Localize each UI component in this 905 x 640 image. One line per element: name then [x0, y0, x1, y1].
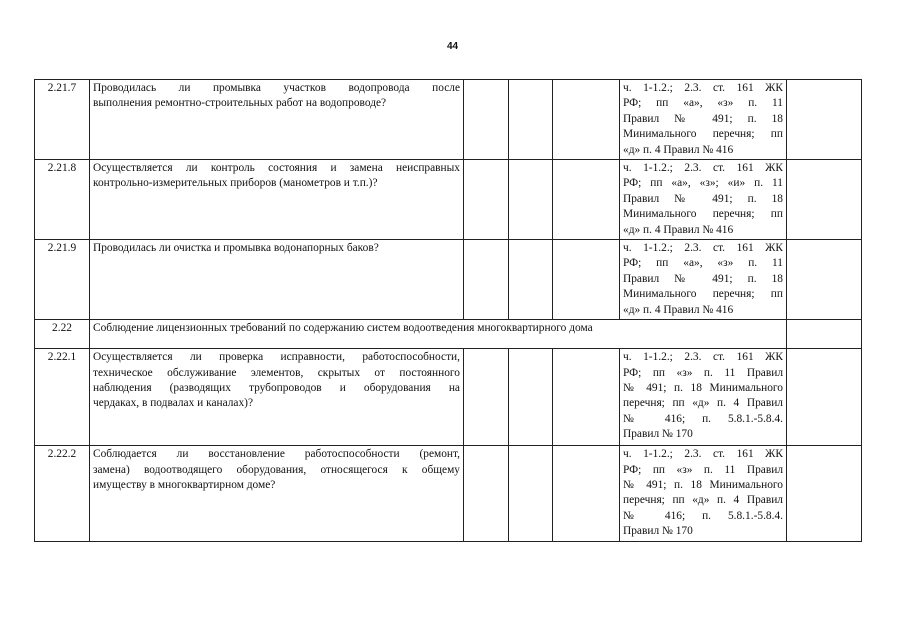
checklist-table [34, 79, 862, 542]
reference-line: перечня; пп «д» п. 4 Правил [623, 494, 783, 507]
reference-line: Правил № 170 [623, 525, 693, 538]
table-row [35, 349, 862, 446]
section-title: Соблюдение лицензионных требований по содержанию систем водоотведения многоквартирного дома [90, 320, 787, 349]
section-row [35, 320, 862, 349]
question-line: выполнения ремонтно-строительных работ на водопроводе? [93, 97, 387, 110]
question-line: Соблюдается ли восстановление работоспособности (ремонт, [93, 448, 460, 461]
table-row [35, 446, 862, 541]
reference-line: Минимального перечня; пп [623, 208, 783, 221]
answer-na-cell[interactable] [553, 240, 620, 320]
reference-line: Правил № 491; п. 18 [623, 192, 783, 205]
question-line: Проводилась ли промывка участков водопровода после [93, 82, 460, 94]
question-cell [90, 446, 464, 541]
question-line: Осуществляется ли контроль состояния и замена неисправных [93, 162, 460, 175]
legal-reference-cell [620, 240, 787, 320]
reference-line: Минимального перечня; пп [623, 288, 783, 301]
row-number: 2.21.9 [35, 240, 90, 320]
row-number: 2.21.8 [35, 160, 90, 240]
notes-cell[interactable] [787, 240, 862, 320]
reference-line: ч. 1-1.2.; 2.3. ст. 161 ЖК [623, 82, 783, 94]
reference-line: «д» п. 4 Правил № 416 [623, 303, 734, 316]
reference-line: «д» п. 4 Правил № 416 [623, 143, 734, 156]
reference-line: ч. 1-1.2.; 2.3. ст. 161 ЖК [623, 448, 783, 461]
question-line: техническое обслуживание элементов, скрытых от постоянного [93, 366, 460, 379]
table-row [35, 240, 862, 320]
reference-line: РФ; пп «з» п. 11 Правил [623, 463, 783, 476]
legal-reference-cell [620, 349, 787, 446]
question-line: контрольно-измерительных приборов (манометров и т.п.)? [93, 177, 378, 190]
row-number: 2.21.7 [35, 80, 90, 160]
reference-line: РФ; пп «а», «з» п. 11 [623, 257, 783, 270]
answer-yes-cell[interactable] [464, 240, 509, 320]
answer-na-cell[interactable] [553, 80, 620, 160]
reference-line: № 491; п. 18 Минимального [623, 381, 783, 394]
answer-no-cell[interactable] [509, 80, 553, 160]
reference-line: «д» п. 4 Правил № 416 [623, 223, 734, 236]
answer-yes-cell[interactable] [464, 349, 509, 446]
reference-line: Правил № 491; п. 18 [623, 112, 783, 125]
question-line: замена) водоотводящего оборудования, относящегося к общему [93, 463, 460, 476]
question-cell [90, 240, 464, 320]
reference-line: Правил № 170 [623, 428, 693, 441]
legal-reference-cell [620, 80, 787, 160]
question-cell [90, 80, 464, 160]
row-number: 2.22.2 [35, 446, 90, 541]
notes-cell[interactable] [787, 320, 862, 349]
reference-line: № 416; п. 5.8.1.-5.8.4. [623, 412, 783, 425]
notes-cell[interactable] [787, 80, 862, 160]
answer-na-cell[interactable] [553, 160, 620, 240]
table-row [35, 80, 862, 160]
answer-no-cell[interactable] [509, 349, 553, 446]
answer-na-cell[interactable] [553, 446, 620, 541]
reference-line: РФ; пп «а», «з»; «и» п. 11 [623, 177, 783, 190]
legal-reference-cell [620, 160, 787, 240]
answer-na-cell[interactable] [553, 349, 620, 446]
answer-no-cell[interactable] [509, 160, 553, 240]
reference-line: перечня; пп «д» п. 4 Правил [623, 397, 783, 410]
question-line: Осуществляется ли проверка исправности, работоспособности, [93, 351, 460, 364]
table-row [35, 160, 862, 240]
notes-cell[interactable] [787, 160, 862, 240]
reference-line: ч. 1-1.2.; 2.3. ст. 161 ЖК [623, 242, 783, 255]
reference-line: № 416; п. 5.8.1.-5.8.4. [623, 509, 783, 522]
notes-cell[interactable] [787, 349, 862, 446]
legal-reference-cell [620, 446, 787, 541]
reference-line: ч. 1-1.2.; 2.3. ст. 161 ЖК [623, 162, 783, 175]
reference-line: Минимального перечня; пп [623, 128, 783, 141]
reference-line: № 491; п. 18 Минимального [623, 478, 783, 491]
notes-cell[interactable] [787, 446, 862, 541]
question-line: чердаках, в подвалах и каналах)? [93, 397, 254, 410]
question-cell [90, 349, 464, 446]
answer-yes-cell[interactable] [464, 446, 509, 541]
section-number: 2.22 [35, 320, 90, 349]
answer-yes-cell[interactable] [464, 160, 509, 240]
question-line: имуществу в многоквартирном доме? [93, 478, 276, 491]
reference-line: РФ; пп «з» п. 11 Правил [623, 366, 783, 379]
answer-yes-cell[interactable] [464, 80, 509, 160]
page-number: 44 [446, 41, 459, 52]
answer-no-cell[interactable] [509, 240, 553, 320]
question-line: Проводилась ли очистка и промывка водонапорных баков? [93, 242, 379, 255]
question-cell [90, 160, 464, 240]
question-line: наблюдения (разводящих трубопроводов и оборудования на [93, 381, 460, 394]
reference-line: ч. 1-1.2.; 2.3. ст. 161 ЖК [623, 351, 783, 364]
row-number: 2.22.1 [35, 349, 90, 446]
reference-line: РФ; пп «а», «з» п. 11 [623, 97, 783, 110]
reference-line: Правил № 491; п. 18 [623, 272, 783, 285]
answer-no-cell[interactable] [509, 446, 553, 541]
